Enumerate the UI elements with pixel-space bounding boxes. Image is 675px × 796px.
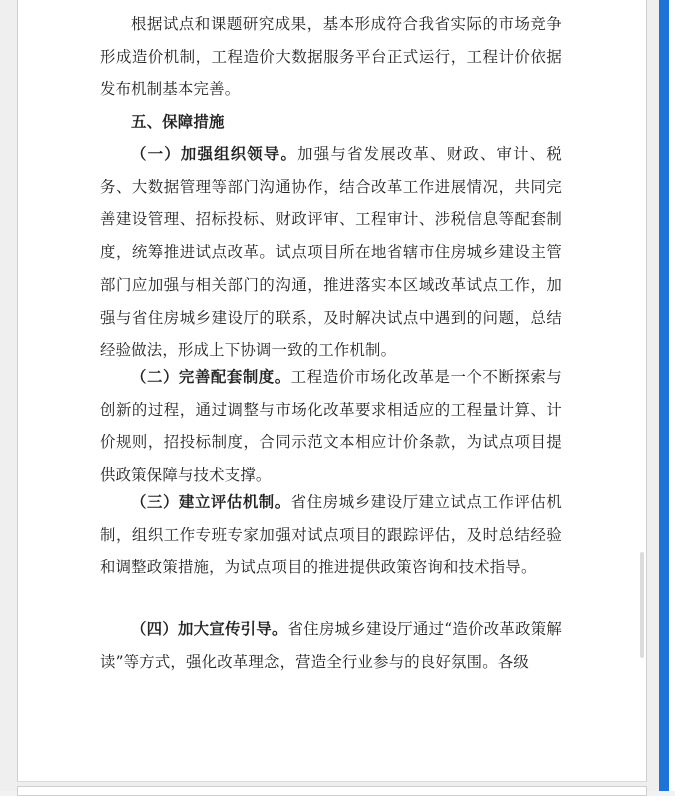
item-4-title: （四）加大宣传引导。 bbox=[131, 620, 288, 638]
item-2-body: 工程造价市场化改革是一个不断探索与创新的过程，通过调整与市场化改革要求相适应的工程量计算、计价规则，招投标制度，合同示范文本相应计价条款，为试点项目提供政策保障与技术支撑。 bbox=[100, 368, 562, 485]
next-page-edge bbox=[17, 786, 647, 796]
side-accent-bar bbox=[659, 0, 669, 791]
item-4-body: 省住房城乡建设厅通过“造价改革政策解读”等方式，强化改革理念，营造全行业参与的良好氛围。各级 bbox=[100, 620, 562, 671]
item-3-title: （三）建立评估机制。 bbox=[131, 493, 291, 511]
paragraph-item-3 bbox=[100, 486, 562, 584]
section-heading: 五、保障措施 bbox=[131, 113, 225, 131]
window-edge bbox=[669, 0, 675, 791]
item-3-body: 省住房城乡建设厅建立试点工作评估机制，组织工作专班专家加强对试点项目的跟踪评估，及时总结经验和调整政策措施，为试点项目的推进提供政策咨询和技术指导。 bbox=[100, 493, 562, 577]
paragraph-intro: 根据试点和课题研究成果，基本形成符合我省实际的市场竞争形成造价机制，工程造价大数据服务平台正式运行，工程计价依据发布机制基本完善。 bbox=[100, 15, 562, 99]
paragraph-item-2 bbox=[100, 361, 562, 492]
item-2-title: （二）完善配套制度。 bbox=[131, 368, 291, 386]
item-1-body: 加强与省发展改革、财政、审计、税务、大数据管理等部门沟通协作，结合改革工作进展情况，共同完善建设管理、招标投标、财政评审、工程审计、涉税信息等配套制度，统筹推进试点改革。试点项目所在地省辖市住房城乡建设主管部门应加强与相关部门的沟通，推进落实本区域改革试点工作，加强与省住房城乡建设厅的联系，及时解决试点中遇到的问题，总结经验做法，形成上下协调一致的工作机制。 bbox=[100, 145, 562, 360]
paragraph-item-4 bbox=[100, 613, 562, 678]
paragraph-item-1 bbox=[100, 138, 562, 367]
scrollbar-thumb[interactable] bbox=[640, 552, 644, 658]
item-1-title: （一）加强组织领导。 bbox=[131, 145, 298, 163]
